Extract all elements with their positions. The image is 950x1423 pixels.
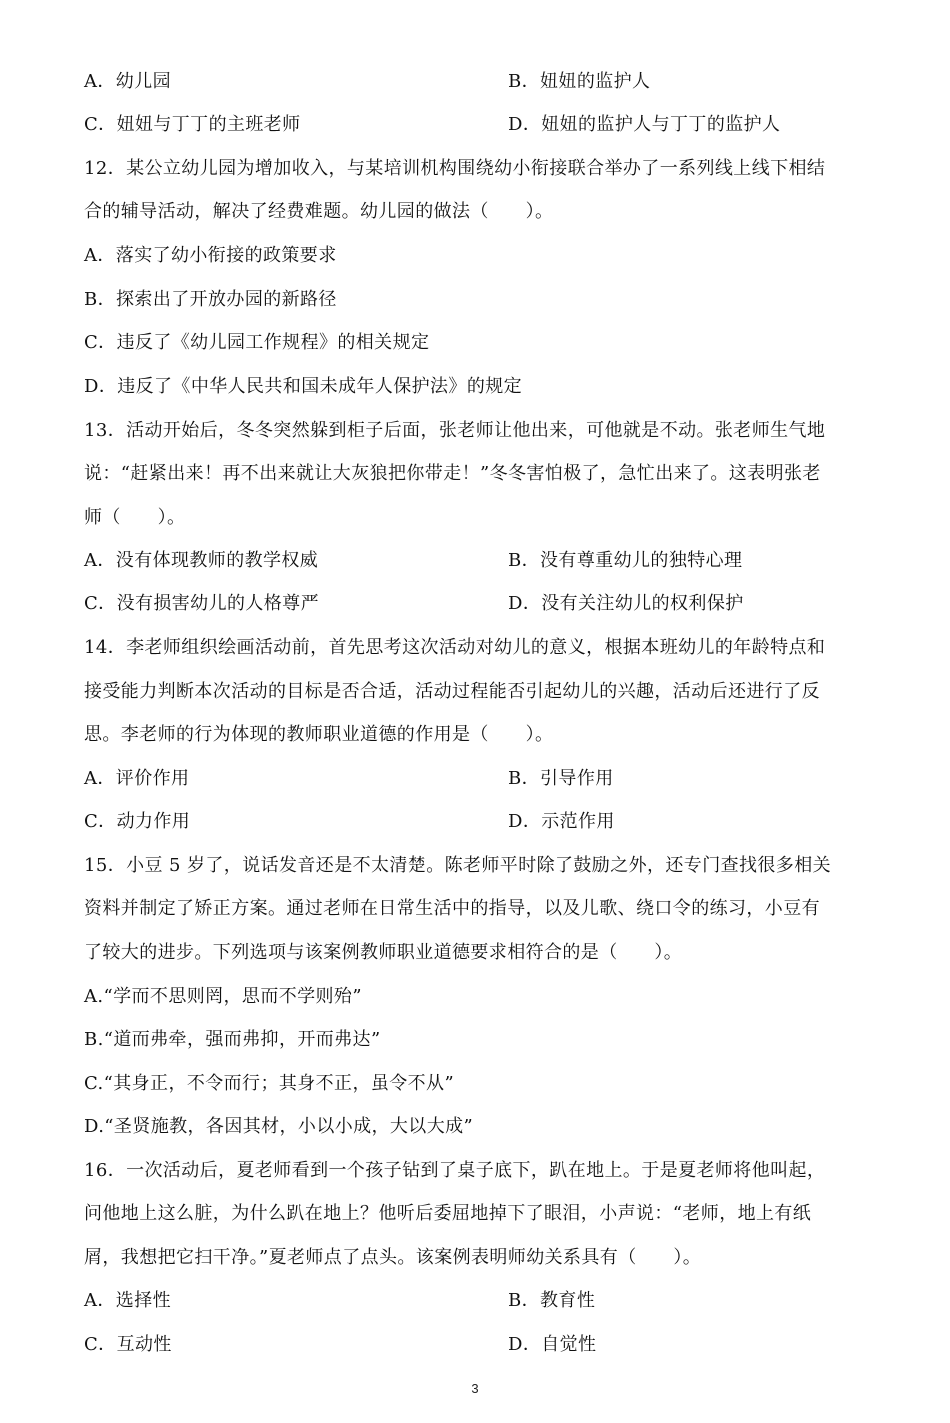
q12-stem-line-1: 12．某公立幼儿园为增加收入，与某培训机构围绕幼小衔接联合举办了一系列线上线下相结	[84, 158, 826, 179]
q16-option-d: D．自觉性	[508, 1334, 597, 1355]
q14-stem-line-3: 思。李老师的行为体现的教师职业道德的作用是（ ）。	[84, 724, 554, 745]
q13-option-d: D．没有关注幼儿的权利保护	[508, 593, 744, 614]
q14-option-a: A．评价作用	[84, 768, 190, 789]
q15-stem-line-2: 资料并制定了矫正方案。通过老师在日常生活中的指导，以及儿歌、绕口令的练习，小豆有	[84, 898, 820, 919]
q14-option-b: B．引导作用	[508, 768, 614, 789]
q13-stem-line-2: 说：“赶紧出来！再不出来就让大灰狼把你带走！”冬冬害怕极了，急忙出来了。这表明张老	[84, 463, 821, 484]
page-number: 3	[471, 1381, 479, 1396]
q15-stem-line-3: 了较大的进步。下列选项与该案例教师职业道德要求相符合的是（ ）。	[84, 942, 683, 963]
q16-stem-line-3: 屑，我想把它扫干净。”夏老师点了点头。该案例表明师幼关系具有（ ）。	[84, 1247, 702, 1268]
q11-option-c: C．妞妞与丁丁的主班老师	[84, 114, 301, 135]
q15-stem-line-1: 15．小豆 5 岁了，说话发音还是不太清楚。陈老师平时除了鼓励之外，还专门查找很多相关	[84, 855, 831, 876]
q14-option-c: C．动力作用	[84, 811, 191, 832]
q12-option-c: C．违反了《幼儿园工作规程》的相关规定	[84, 332, 430, 353]
q11-option-b: B．妞妞的监护人	[508, 71, 651, 92]
q13-stem-line-3: 师（ ）。	[84, 507, 186, 528]
q16-option-b: B．教育性	[508, 1290, 596, 1311]
q11-option-a: A．幼儿园	[84, 71, 171, 92]
q12-option-d: D．违反了《中华人民共和国未成年人保护法》的规定	[84, 376, 523, 397]
q14-stem-line-2: 接受能力判断本次活动的目标是否合适，活动过程能否引起幼儿的兴趣，活动后还进行了反	[84, 681, 820, 702]
q12-option-b: B．探索出了开放办园的新路径	[84, 289, 337, 310]
q16-option-c: C．互动性	[84, 1334, 172, 1355]
q15-option-b: B.“道而弗牵，强而弗抑，开而弗达”	[84, 1029, 381, 1050]
q13-option-c: C．没有损害幼儿的人格尊严	[84, 593, 319, 614]
q13-option-b: B．没有尊重幼儿的独特心理	[508, 550, 743, 571]
q15-option-c: C.“其身正，不令而行；其身不正，虽令不从”	[84, 1073, 455, 1094]
q14-stem-line-1: 14．李老师组织绘画活动前，首先思考这次活动对幼儿的意义，根据本班幼儿的年龄特点和	[84, 637, 826, 658]
q15-option-a: A.“学而不思则罔，思而不学则殆”	[84, 986, 362, 1007]
q16-option-a: A．选择性	[84, 1290, 171, 1311]
q13-option-a: A．没有体现教师的教学权威	[84, 550, 319, 571]
q11-option-d: D．妞妞的监护人与丁丁的监护人	[508, 114, 781, 135]
q15-option-d: D.“圣贤施教，各因其材，小以小成，大以大成”	[84, 1116, 474, 1137]
q14-option-d: D．示范作用	[508, 811, 615, 832]
q12-stem-line-2: 合的辅导活动，解决了经费难题。幼儿园的做法（ ）。	[84, 201, 554, 222]
q13-stem-line-1: 13．活动开始后，冬冬突然躲到柜子后面，张老师让他出来，可他就是不动。张老师生气地	[84, 420, 826, 441]
q16-stem-line-2: 问他地上这么脏，为什么趴在地上？他听后委屈地掉下了眼泪，小声说：“老师，地上有纸	[84, 1203, 812, 1224]
q16-stem-line-1: 16．一次活动后，夏老师看到一个孩子钻到了桌子底下，趴在地上。于是夏老师将他叫起，	[84, 1160, 826, 1181]
q12-option-a: A．落实了幼小衔接的政策要求	[84, 245, 337, 266]
